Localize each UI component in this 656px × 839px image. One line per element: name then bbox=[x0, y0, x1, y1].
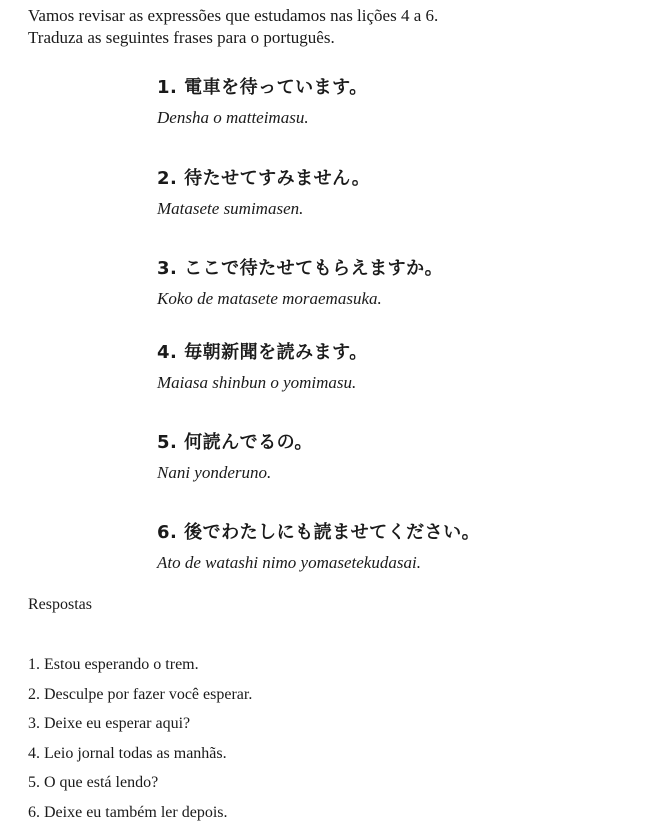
exercise-item bbox=[157, 258, 647, 310]
exercise-japanese: 6. 後でわたしにも読ませてください。 bbox=[157, 522, 481, 543]
exercise-item bbox=[157, 522, 647, 574]
instruction-line-review: Vamos revisar as expressões que estudamos nas lições 4 a 6. bbox=[28, 6, 439, 25]
instructions bbox=[28, 5, 648, 49]
answer-item: 5. O que está lendo? bbox=[28, 774, 159, 791]
exercise-romaji: Ato de watashi nimo yomasetekudasai. bbox=[157, 553, 421, 572]
exercise-japanese: 3. ここで待たせてもらえますか。 bbox=[157, 258, 444, 279]
instruction-line-translate: Traduza as seguintes frases para o português. bbox=[28, 28, 335, 47]
exercise-romaji: Koko de matasete moraemasuka. bbox=[157, 289, 382, 308]
answers-heading: Respostas bbox=[28, 596, 92, 613]
answer-item: 4. Leio jornal todas as manhãs. bbox=[28, 744, 227, 762]
exercise-item bbox=[157, 168, 647, 220]
answer-item: 1. Estou esperando o trem. bbox=[28, 656, 199, 673]
exercise-romaji: Matasete sumimasen. bbox=[157, 199, 304, 218]
exercise-item bbox=[157, 77, 647, 129]
exercise-japanese: 5. 何読んでるの。 bbox=[157, 432, 313, 453]
exercise-item bbox=[157, 342, 647, 394]
answer-item: 6. Deixe eu também ler depois. bbox=[28, 803, 228, 821]
answers-list bbox=[28, 654, 252, 831]
exercise-romaji: Densha o matteimasu. bbox=[157, 108, 309, 127]
answer-item: 2. Desculpe por fazer você esperar. bbox=[28, 685, 253, 703]
exercise-romaji: Nani yonderuno. bbox=[157, 463, 272, 482]
exercise-japanese: 2. 待たせてすみません。 bbox=[157, 168, 371, 189]
exercise-japanese: 1. 電車を待っています。 bbox=[157, 77, 368, 98]
answer-item: 3. Deixe eu esperar aqui? bbox=[28, 715, 191, 732]
exercise-romaji: Maiasa shinbun o yomimasu. bbox=[157, 373, 357, 392]
exercise-japanese: 4. 毎朝新聞を読みます。 bbox=[157, 342, 368, 363]
exercise-item bbox=[157, 432, 647, 484]
